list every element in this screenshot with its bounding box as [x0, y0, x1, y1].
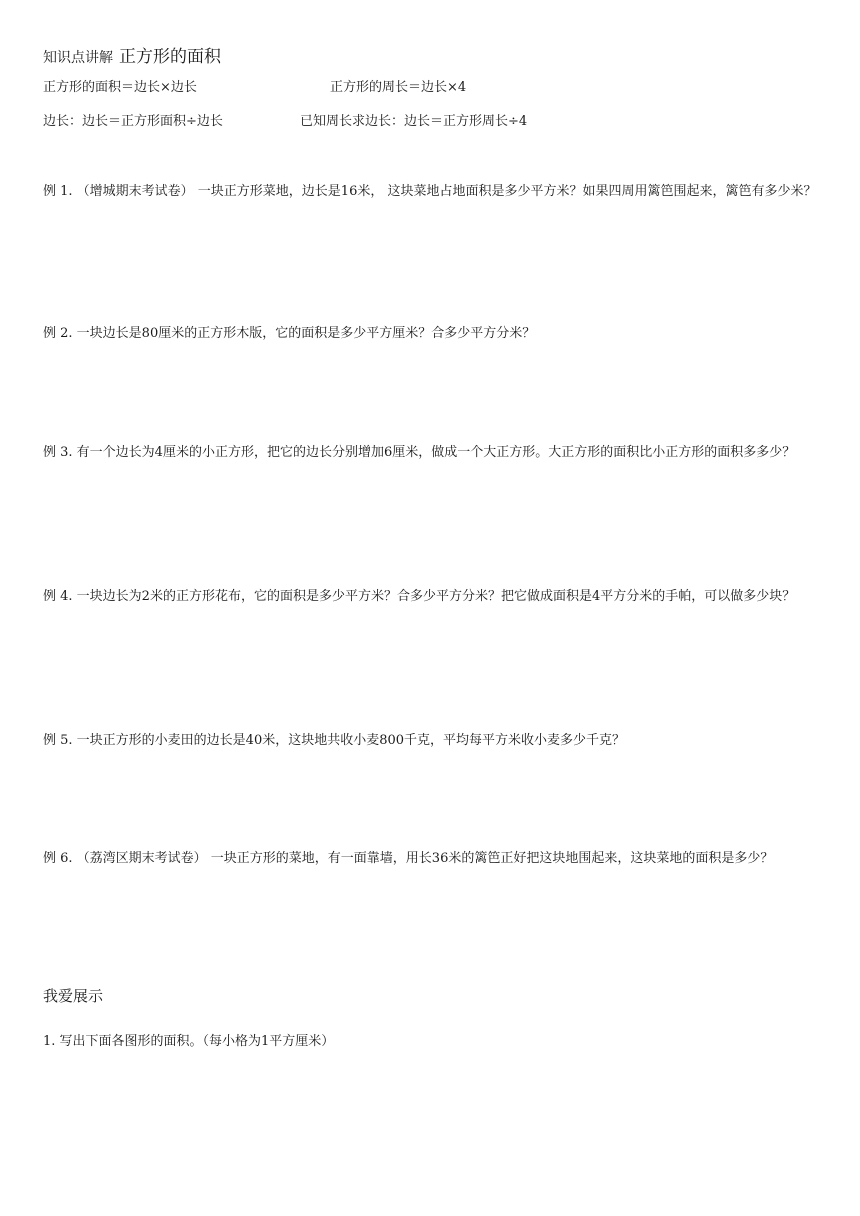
- example-4: 例 4. 一块边长为2米的正方形花布，它的面积是多少平方米？合多少平方分米？把它做成面积是4平方分米的手帕，可以做多少块？: [43, 589, 796, 604]
- example-1: 例 1. （增城期末考试卷） 一块正方形菜地，边长是16米， 这块菜地占地面积是多少平方米？如果四周用篱笆围起来，篱笆有多少米？: [43, 184, 817, 199]
- example-5: 例 5. 一块正方形的小麦田的边长是40米，这块地共收小麦800千克，平均每平方米收小麦多少千克？: [43, 733, 626, 748]
- title-main: 正方形的面积: [119, 47, 221, 67]
- showcase-task-1: 1. 写出下面各图形的面积。（每小格为1平方厘米）: [43, 1034, 335, 1049]
- formula-perimeter: 正方形的周长＝边长×4: [330, 80, 467, 95]
- example-3: 例 3. 有一个边长为4厘米的小正方形，把它的边长分别增加6厘米，做成一个大正方形。大正方形的面积比小正方形的面积多多少？: [43, 445, 796, 460]
- showcase-heading: 我爱展示: [43, 987, 104, 1005]
- example-6: 例 6. （荔湾区期末考试卷） 一块正方形的菜地，有一面靠墙，用长36米的篱笆正好把这块地围起来，这块菜地的面积是多少？: [43, 851, 774, 866]
- example-2: 例 2. 一块边长是80厘米的正方形木版，它的面积是多少平方厘米？合多少平方分米？: [43, 326, 536, 341]
- formula-side-from-area: 边长：边长＝正方形面积÷边长: [43, 114, 223, 129]
- formula-area: 正方形的面积＝边长×边长: [43, 80, 197, 95]
- page-title: [43, 48, 221, 68]
- title-prefix: 知识点讲解: [43, 50, 113, 66]
- formula-side-from-perimeter: 已知周长求边长：边长＝正方形周长÷4: [300, 114, 528, 129]
